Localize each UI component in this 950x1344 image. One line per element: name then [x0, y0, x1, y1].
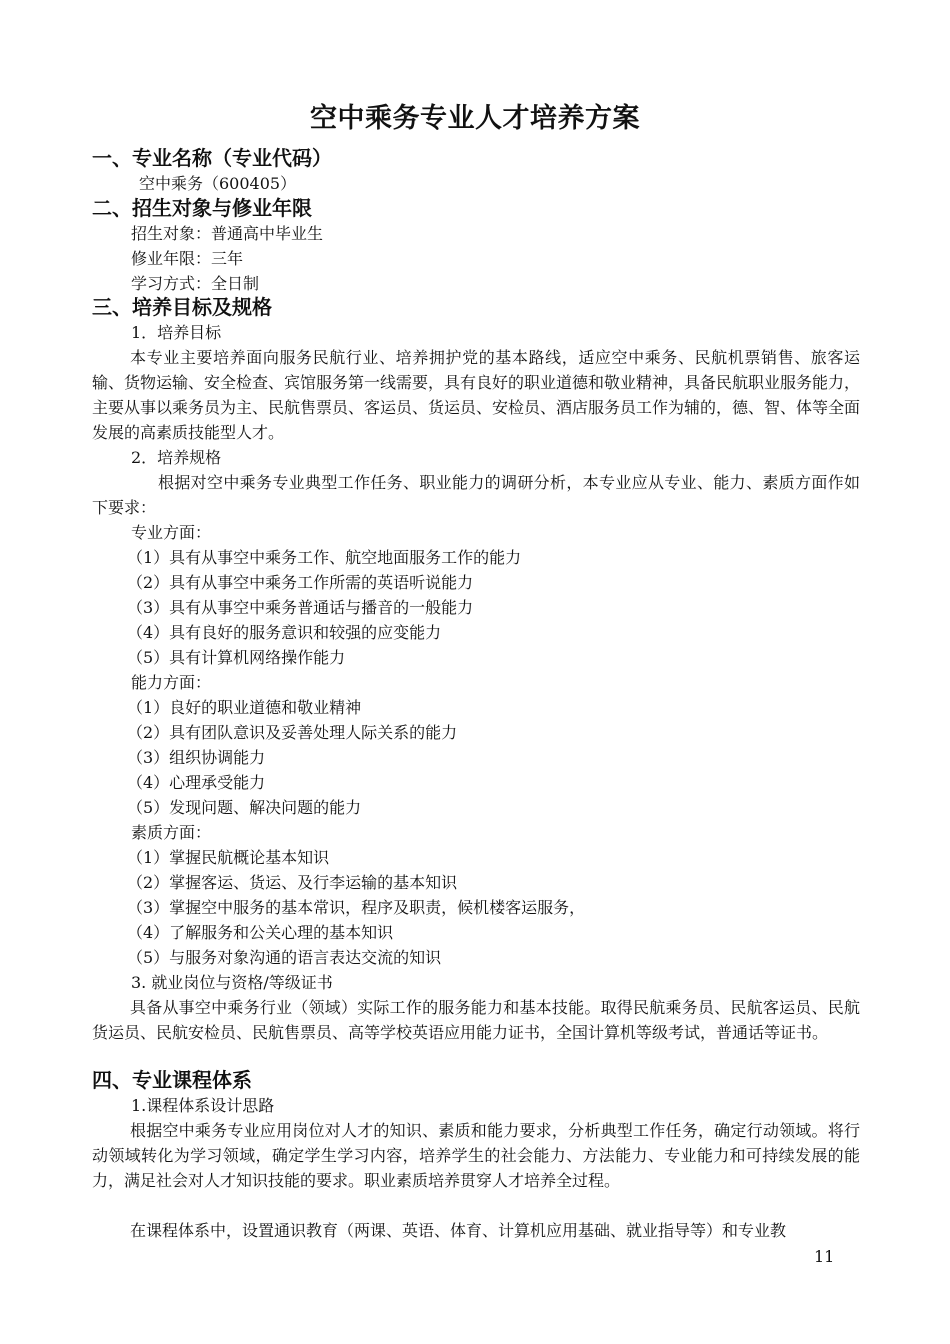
professional-label: 专业方面： — [131, 523, 212, 542]
design-label: 1.课程体系设计思路 — [131, 1096, 275, 1115]
ability-item: （5）发现问题、解决问题的能力 — [127, 798, 362, 817]
professional-item: （1）具有从事空中乘务工作、航空地面服务工作的能力 — [127, 548, 522, 567]
quality-item: （4）了解服务和公关心理的基本知识 — [127, 923, 394, 942]
quality-item: （3）掌握空中服务的基本常识，程序及职责，候机楼客运服务， — [127, 898, 586, 917]
ability-item: （3）组织协调能力 — [127, 748, 266, 767]
section-heading-2: 二、招生对象与修业年限 — [92, 196, 312, 220]
study-mode-line: 学习方式：全日制 — [131, 274, 260, 293]
study-years-line: 修业年限：三年 — [131, 249, 244, 268]
system-paragraph: 在课程体系中，设置通识教育（两课、英语、体育、计算机应用基础、就业指导等）和专业教 — [130, 1221, 787, 1240]
ability-label: 能力方面： — [131, 673, 212, 692]
section-heading-1: 一、专业名称（专业代码） — [92, 146, 332, 170]
major-name-line: 空中乘务（600405） — [139, 174, 297, 193]
quality-item: （2）掌握客运、货运、及行李运输的基本知识 — [127, 873, 458, 892]
enrollment-target-line: 招生对象：普通高中毕业生 — [131, 224, 324, 243]
cert-paragraph: 具备从事空中乘务行业（领域）实际工作的服务能力和基本技能。取得民航乘务员、民航客运员、民航货运员、民航安检员、民航售票员、高等学校英语应用能力证书，全国计算机等级考试，普通话等证书。 — [92, 998, 860, 1042]
section-heading-4: 四、专业课程体系 — [92, 1068, 252, 1092]
page-number: 11 — [814, 1247, 835, 1266]
cert-label: 3. 就业岗位与资格/等级证书 — [131, 973, 333, 992]
design-paragraph: 根据空中乘务专业应用岗位对人才的知识、素质和能力要求，分析典型工作任务，确定行动领域。将行动领域转化为学习领域，确定学生学习内容，培养学生的社会能力、方法能力、专业能力和可持续发展的能力，满足社会对人才知识技能的要求。职业素质培养贯穿人才培养全过程。 — [92, 1121, 860, 1190]
ability-item: （4）心理承受能力 — [127, 773, 266, 792]
quality-label: 素质方面： — [131, 823, 212, 842]
professional-item: （4）具有良好的服务意识和较强的应变能力 — [127, 623, 442, 642]
ability-item: （1）良好的职业道德和敬业精神 — [127, 698, 362, 717]
spec-paragraph: 根据对空中乘务专业典型工作任务、职业能力的调研分析，本专业应从专业、能力、素质方面作如下要求： — [92, 473, 860, 517]
professional-item: （3）具有从事空中乘务普通话与播音的一般能力 — [127, 598, 474, 617]
professional-item: （5）具有计算机网络操作能力 — [127, 648, 346, 667]
quality-item: （5）与服务对象沟通的语言表达交流的知识 — [127, 948, 442, 967]
professional-item: （2）具有从事空中乘务工作所需的英语听说能力 — [127, 573, 474, 592]
goal-label: 1．培养目标 — [131, 323, 222, 342]
goal-paragraph: 本专业主要培养面向服务民航行业、培养拥护党的基本路线，适应空中乘务、民航机票销售、旅客运输、货物运输、安全检查、宾馆服务第一线需要，具有良好的职业道德和敬业精神，具备民航职业服务能力，主要从事以乘务员为主、民航售票员、客运员、货运员、安检员、酒店服务员工作为辅的，德、智、体等全面发展的高素质技能型人才。 — [92, 348, 861, 442]
quality-item: （1）掌握民航概论基本知识 — [127, 848, 330, 867]
section-heading-3: 三、培养目标及规格 — [92, 295, 272, 319]
spec-label: 2．培养规格 — [131, 448, 222, 467]
ability-item: （2）具有团队意识及妥善处理人际关系的能力 — [127, 723, 458, 742]
page-title: 空中乘务专业人才培养方案 — [310, 103, 640, 134]
